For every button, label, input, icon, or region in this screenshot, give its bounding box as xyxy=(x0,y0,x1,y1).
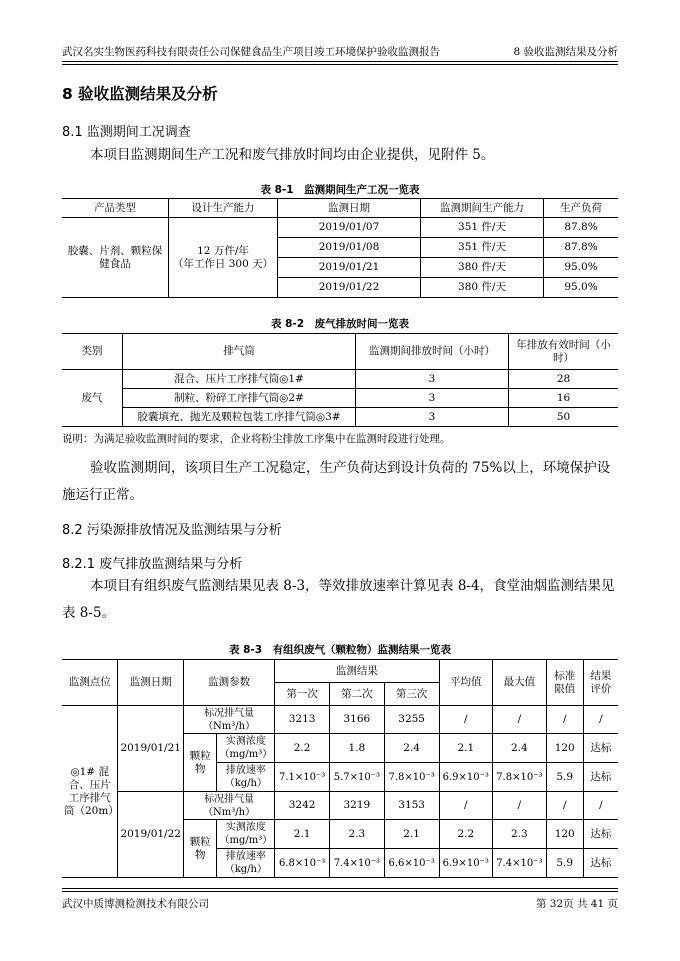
cell-value: 6.9×10⁻³ xyxy=(439,849,493,878)
subsection-8-2: 8.2 污染源排放情况及监测结果与分析 xyxy=(62,523,282,538)
cell-date: 2019/01/22 xyxy=(278,278,421,298)
cell-value: 3242 xyxy=(275,792,330,820)
cell-value: 120 xyxy=(546,734,583,763)
th-avg: 平均值 xyxy=(439,660,493,706)
table2-caption: 表 8-2 废气排放时间一览表 xyxy=(270,318,410,330)
th-eval: 结果评价 xyxy=(583,660,618,706)
cell-value: 6.8×10⁻³ xyxy=(275,849,330,878)
cell-cap: 351 件/天 xyxy=(421,238,544,258)
th-second: 第二次 xyxy=(329,683,384,706)
cell-value: / xyxy=(546,792,583,820)
param-conc: 实测浓度（mg/m³） xyxy=(217,820,275,849)
th-hours: 监测期间排放时间（小时） xyxy=(356,334,509,370)
th-annual: 年排放有效时间（小时） xyxy=(509,334,619,370)
cell-hours: 3 xyxy=(356,389,509,408)
cell-value: 2.4 xyxy=(384,734,439,763)
param-rate: 排放速率（kg/h） xyxy=(217,849,275,878)
cell-value: 7.4×10⁻³ xyxy=(329,849,384,878)
cell-value: 7.4×10⁻³ xyxy=(493,849,547,878)
cell-date: 2019/01/07 xyxy=(278,218,421,238)
page-header xyxy=(62,44,618,59)
th-category: 类别 xyxy=(62,334,123,370)
cell-cap: 351 件/天 xyxy=(421,218,544,238)
cell-value: / xyxy=(583,706,618,734)
page-footer xyxy=(62,896,618,911)
th-point: 监测点位 xyxy=(62,660,118,706)
param-flow: 标况排气量（Nm³/h） xyxy=(183,706,274,734)
cell-annual: 16 xyxy=(509,389,619,408)
header-right: 8 验收监测结果及分析 xyxy=(513,46,618,58)
th-date: 监测日期 xyxy=(278,199,421,218)
header-left: 武汉名实生物医药科技有限责任公司保健食品生产项目竣工环境保护验收监测报告 xyxy=(62,46,440,58)
cell-value: / xyxy=(493,792,547,820)
th-monitor-capacity: 监测期间生产能力 xyxy=(421,199,544,218)
th-capacity: 设计生产能力 xyxy=(169,199,278,218)
cell-hours: 3 xyxy=(356,370,509,389)
cell-value: 2.3 xyxy=(493,820,547,849)
cell-value: 2.4 xyxy=(493,734,547,763)
cell-value: 6.9×10⁻³ xyxy=(439,763,493,792)
table2-note: 说明：为满足验收监测时间的要求，企业将粉尘排放工序集中在监测时段进行处理。 xyxy=(62,433,451,445)
cell-load: 95.0% xyxy=(544,278,619,298)
th-load: 生产负荷 xyxy=(544,199,619,218)
page-number: 第 32页 共 41 页 xyxy=(535,898,618,910)
cell-date: 2019/01/21 xyxy=(278,258,421,278)
cell-value: 达标 xyxy=(583,820,618,849)
cell-cap: 380 件/天 xyxy=(421,258,544,278)
cell-date: 2019/01/22 xyxy=(118,792,184,878)
cell-pollutant: 颗粒物 xyxy=(183,734,217,792)
cell-value: 7.8×10⁻³ xyxy=(493,763,547,792)
cell-category: 废气 xyxy=(62,370,123,427)
th-limit: 标准限值 xyxy=(546,660,583,706)
cell-stack: 混合、压片工序排气筒◎1# xyxy=(123,370,356,389)
cell-hours: 3 xyxy=(356,408,509,427)
cell-value: / xyxy=(493,706,547,734)
param-flow: 标况排气量（Nm³/h） xyxy=(183,792,274,820)
table-production xyxy=(62,198,618,298)
cell-pollutant: 颗粒物 xyxy=(183,820,217,878)
cell-value: 7.8×10⁻³ xyxy=(384,763,439,792)
th-max: 最大值 xyxy=(493,660,547,706)
paragraph-2: 验收监测期间，该项目生产工况稳定，生产负荷达到设计负荷的 75%以上，环境保护设施运行正常。 xyxy=(62,460,611,503)
cell-value: 2.1 xyxy=(275,820,330,849)
paragraph-1: 本项目监测期间生产工况和废气排放时间均由企业提供，见附件 5。 xyxy=(90,147,495,163)
cell-value: 达标 xyxy=(583,734,618,763)
cell-load: 87.8% xyxy=(544,218,619,238)
cell-value: / xyxy=(583,792,618,820)
cell-product: 胶囊、片剂、颗粒保健食品 xyxy=(62,218,169,298)
subsection-8-1: 8.1 监测期间工况调查 xyxy=(62,125,191,140)
cell-value: 达标 xyxy=(583,849,618,878)
th-result: 监测结果 xyxy=(275,660,439,683)
cell-value: 3153 xyxy=(384,792,439,820)
cell-value: 2.1 xyxy=(384,820,439,849)
th-third: 第三次 xyxy=(384,683,439,706)
cell-value: 3219 xyxy=(329,792,384,820)
cell-annual: 50 xyxy=(509,408,619,427)
cell-value: / xyxy=(439,792,493,820)
cell-value: 2.1 xyxy=(439,734,493,763)
param-conc: 实测浓度（mg/m³） xyxy=(217,734,275,763)
cell-value: 2.2 xyxy=(275,734,330,763)
table-emission-time xyxy=(62,333,618,427)
cell-stack: 胶囊填充、抛光及颗粒包装工序排气筒◎3# xyxy=(123,408,356,427)
footer-rule xyxy=(62,891,618,892)
cell-value: 2.2 xyxy=(439,820,493,849)
cell-load: 87.8% xyxy=(544,238,619,258)
cell-value: 120 xyxy=(546,820,583,849)
header-rule-thin xyxy=(62,64,618,65)
cell-date: 2019/01/08 xyxy=(278,238,421,258)
footer-left: 武汉中质博测检测技术有限公司 xyxy=(62,898,209,910)
cell-point: ◎1# 混合、压片工序排气筒（20m） xyxy=(62,706,118,878)
cell-load: 95.0% xyxy=(544,258,619,278)
th-stack: 排气筒 xyxy=(123,334,356,370)
cell-value: 3255 xyxy=(384,706,439,734)
cell-value: 3166 xyxy=(329,706,384,734)
cell-value: / xyxy=(439,706,493,734)
cell-value: 2.3 xyxy=(329,820,384,849)
cell-value: 5.9 xyxy=(546,849,583,878)
table-exhaust-results xyxy=(62,659,618,878)
th-first: 第一次 xyxy=(275,683,330,706)
cell-value: 7.1×10⁻³ xyxy=(275,763,330,792)
header-rule xyxy=(62,61,618,62)
th-product: 产品类型 xyxy=(62,199,169,218)
cell-value: 5.9 xyxy=(546,763,583,792)
cell-date: 2019/01/21 xyxy=(118,706,184,792)
th-date: 监测日期 xyxy=(118,660,184,706)
cell-capacity: 12 万件/年 （年工作日 300 天） xyxy=(169,218,278,298)
cell-annual: 28 xyxy=(509,370,619,389)
section-title: 8 验收监测结果及分析 xyxy=(62,85,218,103)
cell-value: 达标 xyxy=(583,763,618,792)
table3-caption: 表 8-3 有组织废气（颗粒物）监测结果一览表 xyxy=(228,644,452,656)
footer-rule-thin xyxy=(62,888,618,889)
param-rate: 排放速率（kg/h） xyxy=(217,763,275,792)
table1-caption: 表 8-1 监测期间生产工况一览表 xyxy=(260,184,420,196)
cell-cap: 380 件/天 xyxy=(421,278,544,298)
cell-value: 3213 xyxy=(275,706,330,734)
paragraph-3: 本项目有组织废气监测结果见表 8-3，等效排放速率计算见表 8-4，食堂油烟监测结果见表 8-5。 xyxy=(62,578,615,621)
cell-value: 6.6×10⁻³ xyxy=(384,849,439,878)
cell-value: 1.8 xyxy=(329,734,384,763)
cell-stack: 制粒、粉碎工序排气筒◎2# xyxy=(123,389,356,408)
th-param: 监测参数 xyxy=(183,660,274,706)
cell-value: 5.7×10⁻³ xyxy=(329,763,384,792)
cell-value: / xyxy=(546,706,583,734)
subsection-8-2-1: 8.2.1 废气排放监测结果与分析 xyxy=(62,557,243,572)
